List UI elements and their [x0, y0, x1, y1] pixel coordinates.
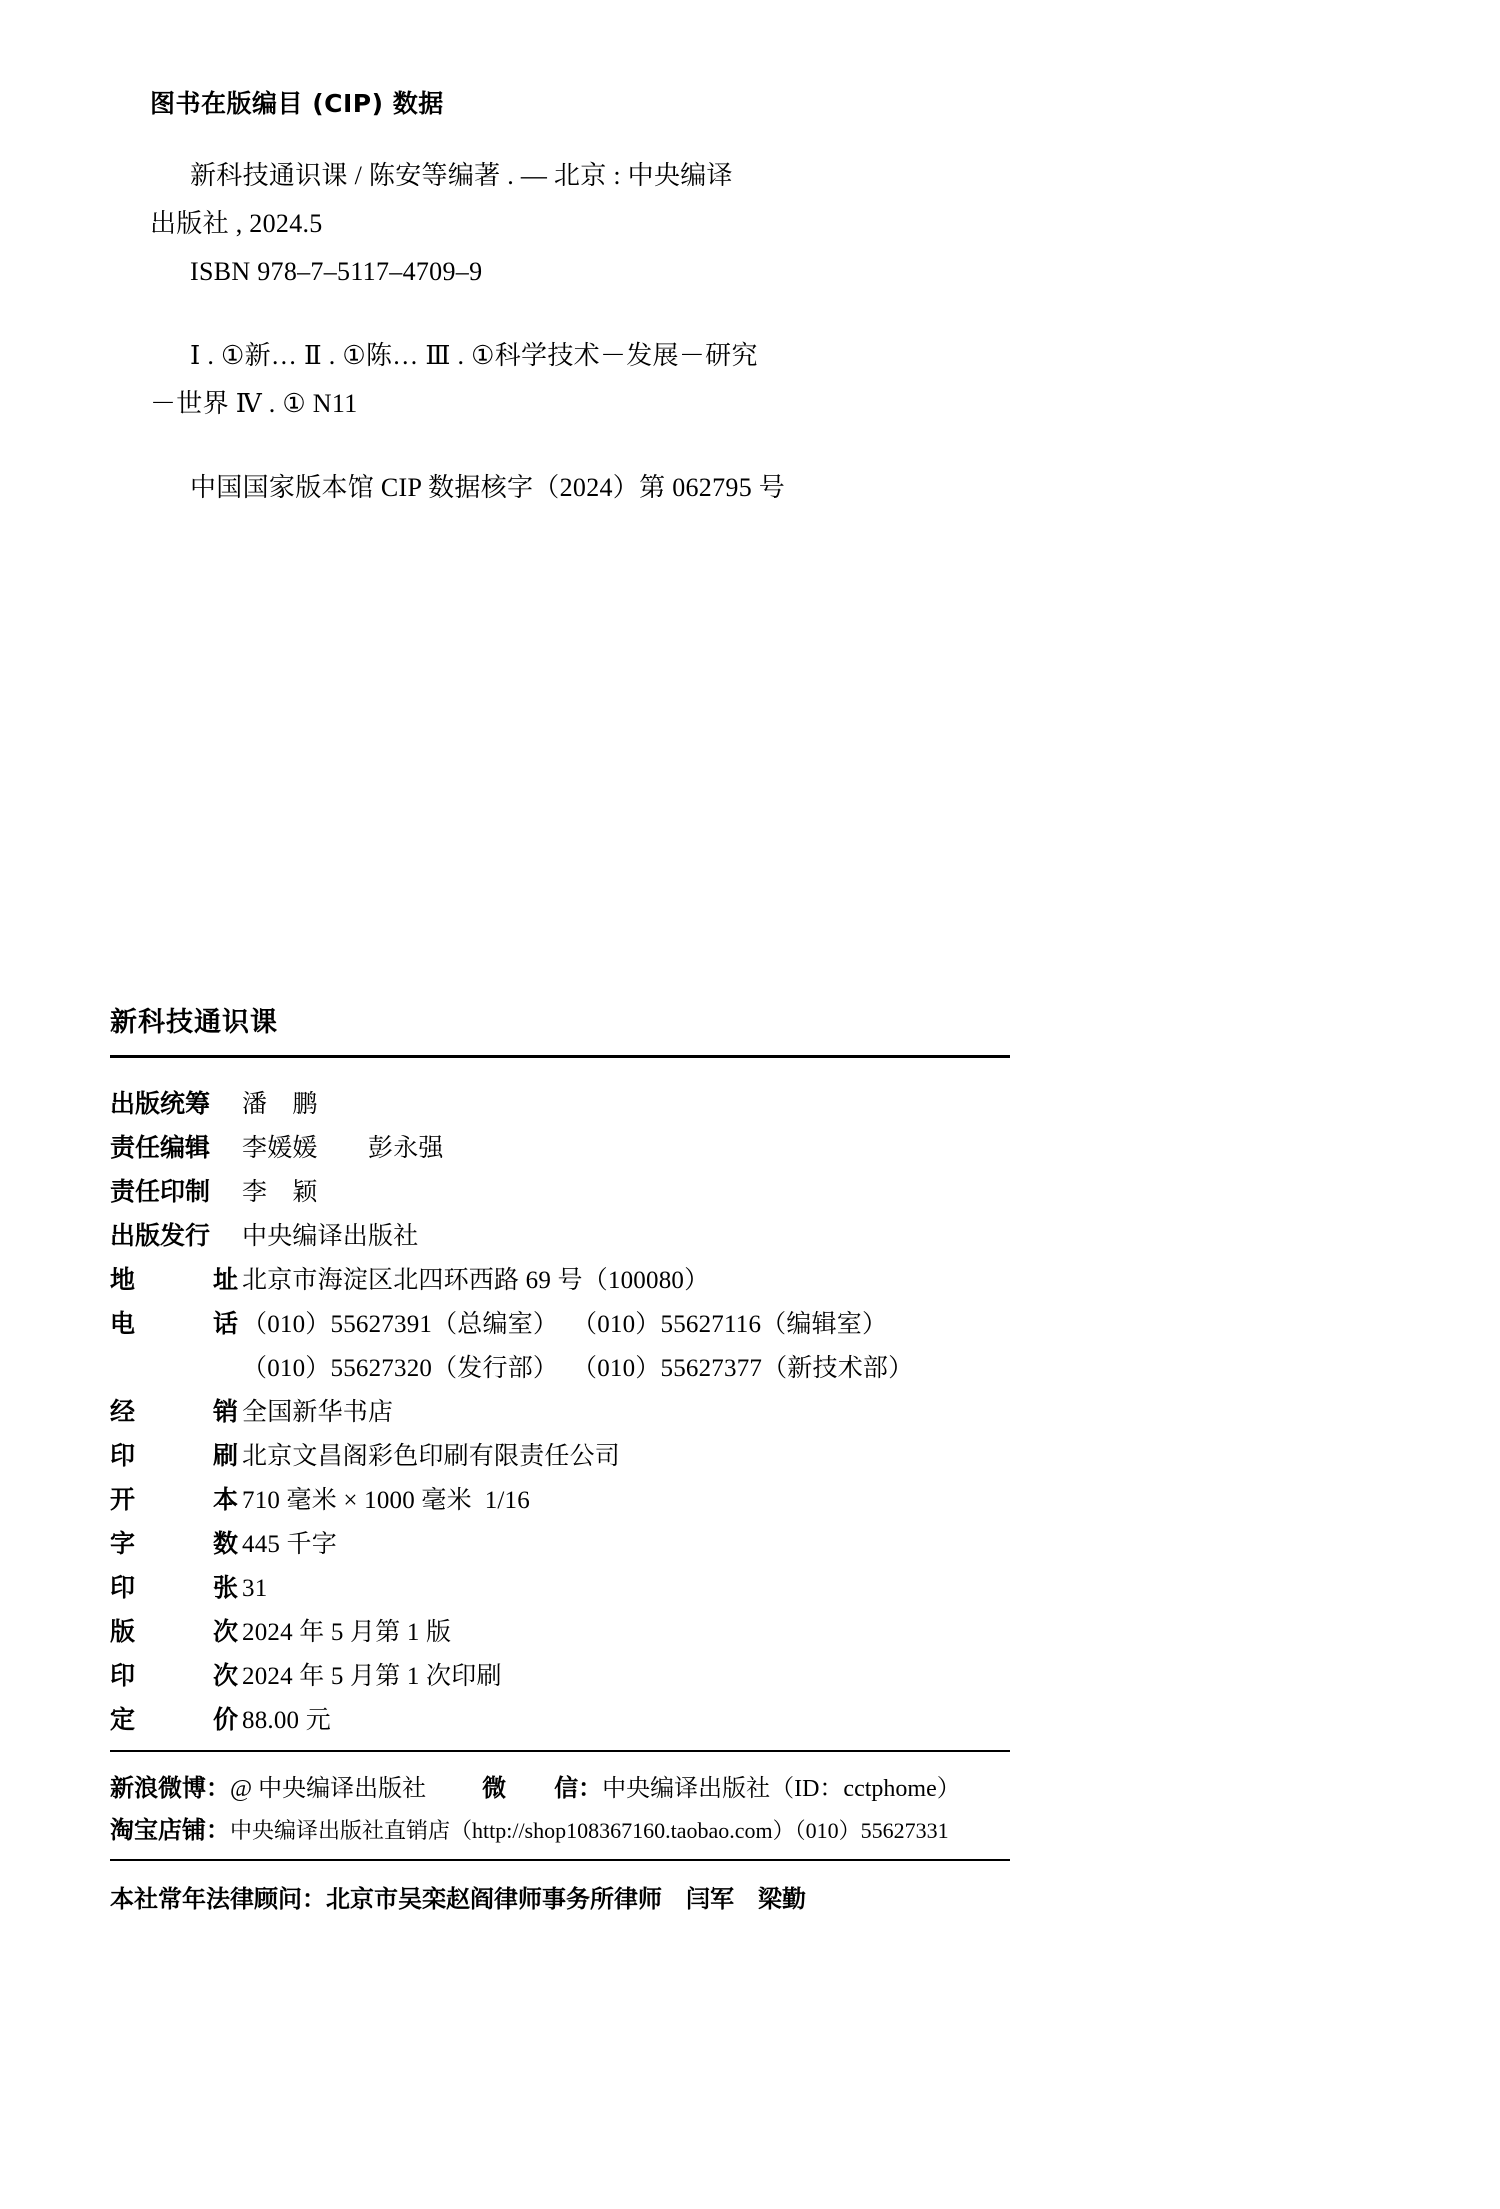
- row-value: 2024 年 5 月第 1 次印刷: [242, 1663, 502, 1690]
- divider-middle: [110, 1750, 1010, 1752]
- imprint-row-distribution: [110, 1392, 1010, 1428]
- row-label: 印 张: [110, 1573, 238, 1602]
- divider-top: [110, 1055, 1010, 1058]
- row-label: 印 次: [110, 1661, 238, 1690]
- row-label: 责任印制: [110, 1177, 211, 1206]
- row-value: 李 颖: [242, 1179, 318, 1206]
- weibo-label: 新浪微博：: [110, 1774, 230, 1802]
- cip-classification-line-2: －世界 Ⅳ . ① N11: [150, 388, 358, 418]
- row-label: 开 本: [110, 1485, 238, 1514]
- cip-spacer-1: [150, 299, 1050, 335]
- cip-data-block: [150, 88, 1050, 515]
- cip-isbn-line: ISBN 978–7–5117–4709–9: [190, 256, 483, 286]
- taobao-row: [110, 1810, 1010, 1845]
- imprint-row-wordcount: [110, 1524, 1010, 1560]
- weibo-handle[interactable]: @ 中央编译出版社: [230, 1776, 427, 1802]
- row-label: 印 刷: [110, 1441, 238, 1470]
- row-value: 北京文昌阁彩色印刷有限责任公司: [242, 1443, 621, 1470]
- row-value: 北京市海淀区北四环西路 69 号（100080）: [242, 1267, 710, 1294]
- imprint-row-impression: [110, 1656, 1010, 1692]
- row-value: [242, 1348, 913, 1384]
- row-value: 中央编译出版社: [242, 1223, 419, 1250]
- legal-advisor-line: 本社常年法律顾问：北京市吴栾赵阎律师事务所律师 闫军 梁勤: [110, 1885, 806, 1913]
- imprint-row-address: [110, 1260, 1010, 1296]
- imprint-row-format: [110, 1480, 1010, 1516]
- row-label: 地 址: [110, 1265, 238, 1294]
- divider-bottom: [110, 1859, 1010, 1861]
- row-label: 经 销: [110, 1397, 238, 1426]
- imprint-row: [110, 1084, 1010, 1120]
- imprint-row-sheets: [110, 1568, 1010, 1604]
- imprint-row-phone: [110, 1304, 1010, 1340]
- row-value: [242, 1304, 887, 1340]
- phone-editorial-office: （010）55627391（总编室）: [242, 1311, 559, 1338]
- colophon-block: [110, 1000, 1010, 1914]
- row-label: 字 数: [110, 1529, 238, 1558]
- taobao-label: 淘宝店铺：: [110, 1816, 230, 1844]
- cip-title-line: 新科技通识课 / 陈安等编著 . — 北京 : 中央编译: [190, 160, 733, 190]
- row-label: 出版统筹: [110, 1089, 211, 1118]
- imprint-row-phone-2: [110, 1348, 1010, 1384]
- taobao-shop-url[interactable]: 中央编译出版社直销店（http://shop108367160.taobao.com）（010）55627331: [230, 1818, 949, 1843]
- row-value: 31: [242, 1575, 268, 1602]
- cip-spacer-2: [150, 431, 1050, 467]
- phone-new-tech: （010）55627377（新技术部）: [572, 1355, 914, 1382]
- row-label: 责任编辑: [110, 1133, 211, 1162]
- row-label: 电 话: [110, 1309, 238, 1338]
- imprint-row: [110, 1216, 1010, 1252]
- row-value: 2024 年 5 月第 1 版: [242, 1619, 452, 1646]
- imprint-rows: [110, 1084, 1010, 1736]
- row-value: 全国新华书店: [242, 1399, 394, 1426]
- row-value: 88.00 元: [242, 1707, 331, 1734]
- wechat-account: 中央编译出版社（ID：cctphome）: [602, 1776, 961, 1802]
- cip-heading: 图书在版编目 (CIP) 数据: [150, 89, 444, 118]
- row-value: 潘 鹏: [242, 1091, 318, 1118]
- phone-editing-room: （010）55627116（编辑室）: [572, 1311, 888, 1338]
- imprint-row-printer: [110, 1436, 1010, 1472]
- imprint-row: [110, 1172, 1010, 1208]
- row-value: 445 千字: [242, 1531, 337, 1558]
- cip-classification-line-1: Ⅰ . ①新… Ⅱ . ①陈… Ⅲ . ①科学技术－发展－研究: [190, 340, 758, 370]
- row-label: 定 价: [110, 1705, 238, 1734]
- phone-distribution: （010）55627320（发行部）: [242, 1355, 559, 1382]
- imprint-row: [110, 1128, 1010, 1164]
- wechat-label: 微 信：: [482, 1774, 603, 1802]
- weibo-row: [110, 1768, 1010, 1803]
- cip-publisher-line: 出版社 , 2024.5: [150, 208, 323, 238]
- social-contact-block: [110, 1768, 1010, 1845]
- row-label: 版 次: [110, 1617, 238, 1646]
- imprint-row-edition: [110, 1612, 1010, 1648]
- book-title: 新科技通识课: [110, 1007, 278, 1038]
- cip-verification-line: 中国国家版本馆 CIP 数据核字（2024）第 062795 号: [190, 473, 786, 503]
- imprint-row-price: [110, 1700, 1010, 1736]
- row-label: 出版发行: [110, 1221, 211, 1250]
- row-value: 710 毫米 × 1000 毫米 1/16: [242, 1487, 530, 1514]
- row-value: 李媛媛 彭永强: [242, 1135, 444, 1162]
